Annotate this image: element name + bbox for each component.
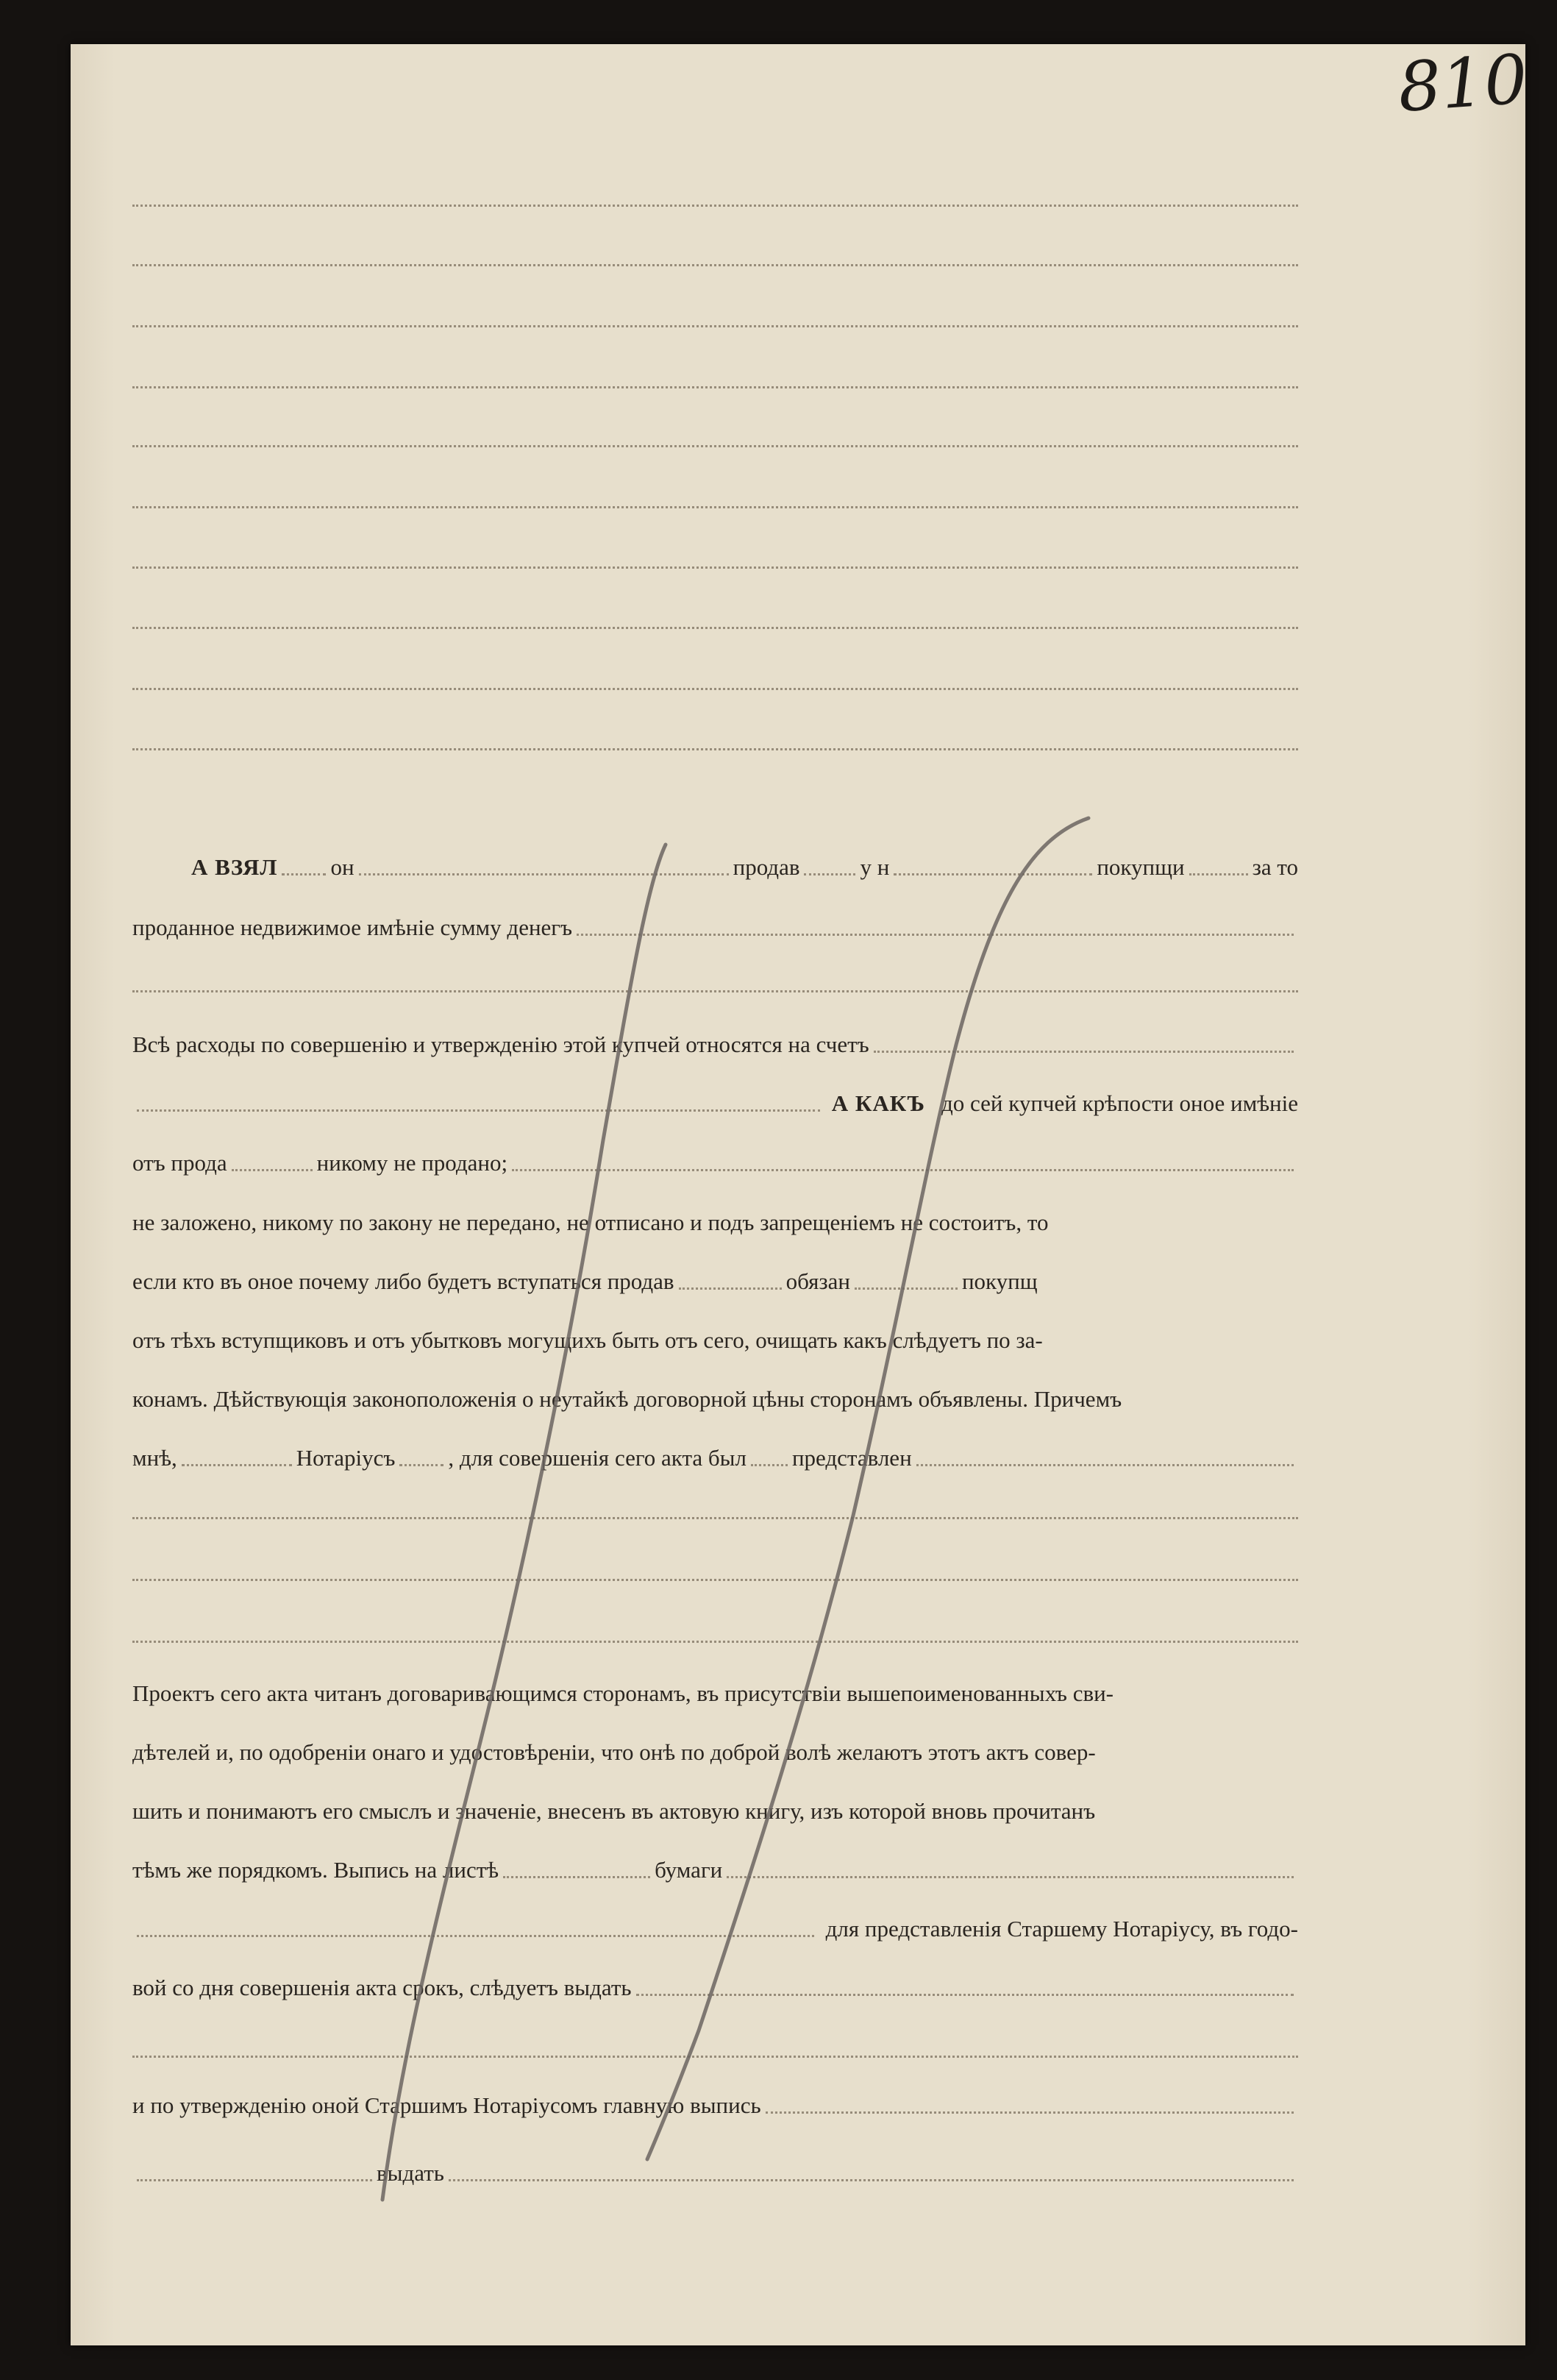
a-vzyal-heading: А ВЗЯЛ [191, 854, 278, 880]
text-po-utverzhdeniu: и по утвержденію оной Старшимъ Нотаріусомъ главную выпись [132, 2092, 761, 2118]
text-zakonam: конамъ. Дѣйствующія законоположенія о неутайкѣ договорной цѣны сторонамъ объявлены. Причемъ [132, 1386, 1122, 1412]
text-vstupshchikov: отъ тѣхъ вступщиковъ и отъ убытковъ могущихъ быть отъ сего, очищать какъ слѣдуетъ по за- [132, 1327, 1043, 1353]
text-svidetelei: дѣтелей и, по одобреніи онаго и удостовѣреніи, что онѣ по доброй волѣ желаютъ этотъ актъ совер- [132, 1739, 1096, 1765]
text-mne: мнѣ, [132, 1445, 177, 1471]
text-pokuptsi: покупщи [1097, 854, 1185, 880]
text-proekt: Проектъ сего акта читанъ договаривающимся сторонамъ, въ присутствіи вышепоименованныхъ сви- [132, 1680, 1114, 1706]
text-dlya-predstavlenia: для представленія Старшему Нотаріусу, въ годо- [825, 1916, 1298, 1942]
text-temy-zhe: тѣмъ же порядкомъ. Выпись на листѣ [132, 1857, 499, 1883]
text-sovershit: шить и понимаютъ его смыслъ и значеніе, внесенъ въ актовую книгу, изъ которой вновь прочитанъ [132, 1798, 1096, 1824]
text-bumagi: бумаги [655, 1857, 723, 1883]
text-pokupsch: покупщ [961, 1268, 1038, 1294]
text-za-to: за то [1252, 854, 1298, 880]
text-esli-kto: если кто въ оное почему либо будетъ вступаться продав [132, 1268, 674, 1294]
text-ne-zalozheno: не заложено, никому по закону не передано, не отписано и подъ запрещеніемъ не состоитъ, то [132, 1209, 1049, 1235]
text-ot-proda: отъ прода [132, 1150, 227, 1176]
a-kak-heading: А КАКЪ [831, 1090, 925, 1116]
text-notarius: Нотаріусъ [296, 1445, 396, 1471]
text-expenses: Всѣ расходы по совершенію и утвержденію этой купчей относятся на счетъ [132, 1031, 869, 1057]
text-obyazan: обязан [785, 1268, 850, 1294]
text-prodav: продав [733, 854, 800, 880]
pencil-stroke-right [647, 818, 1089, 2159]
text-vydat: выдать [377, 2160, 444, 2186]
pencil-stroke-left [382, 845, 666, 2200]
text-on: он [330, 854, 354, 880]
text-predstavlen: представлен [791, 1445, 912, 1471]
text-dlya-sovershenia: , для совершенія сего акта был [448, 1445, 747, 1471]
text-so-dnya: вой со дня совершенія акта срокъ, слѣдуетъ выдать [132, 1975, 632, 2000]
text-u-n: у н [860, 854, 890, 880]
text-sum-money: проданное недвижимое имѣніе сумму денегъ [132, 914, 573, 940]
folio-number: 810 [1395, 40, 1531, 127]
text-do-sei: до сей купчей крѣпости оное имѣніе [941, 1090, 1298, 1116]
text-nikomu: никому не продано; [316, 1150, 508, 1176]
